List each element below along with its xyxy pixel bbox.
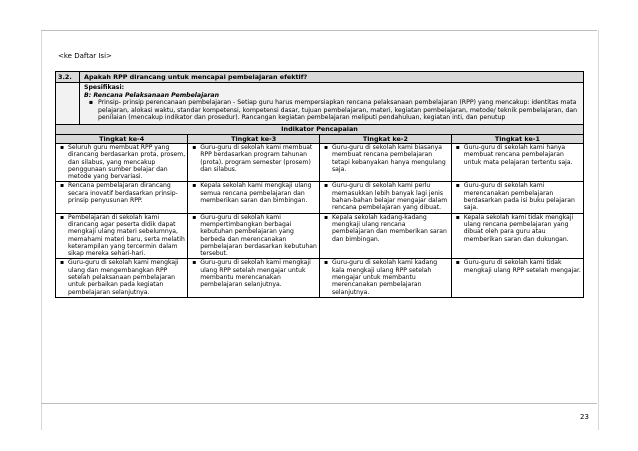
indicators-header-row — [56, 135, 583, 144]
bullet-icon: ▪ — [455, 143, 460, 151]
bullet-icon: ▪ — [59, 259, 65, 267]
indicator-text: Guru-guru di sekolah kami mengkaji ulang RPP setelah mengajar untuk membantu merencanakan pembelajaran selanjutnya. — [200, 259, 311, 289]
indicator-text: Kepala sekolah kami tidak mengkaji ulang rencana pembelajaran yang dibuat oleh para guru atau memberikan saran dan dukungan. — [463, 213, 574, 243]
indicator-cell — [188, 182, 320, 213]
page-number: 23 — [580, 413, 589, 421]
indicator-cell — [451, 213, 583, 259]
column-header-level-2: Tingkat ke-2 — [320, 135, 452, 144]
indicator-text: Rencana pembelajaran dirancang secara inovatif berdasarkan prinsip-prinsip penyusunan RPP. — [68, 182, 178, 205]
indicator-text: Guru-guru di sekolah kami biasanya membuat rencana pembelajaran tetapi kebanyakan hanya mengulang saja. — [332, 143, 446, 173]
question-header — [56, 72, 583, 83]
table-row — [56, 259, 583, 297]
bullet-icon: ▪ — [192, 213, 197, 221]
indicator-cell — [451, 143, 583, 181]
indicator-cell — [320, 143, 452, 181]
indicator-cell — [320, 259, 452, 297]
indicator-cell — [188, 259, 320, 297]
column-header-level-3: Tingkat ke-3 — [188, 135, 320, 144]
specification-subtitle: B: Rencana Pelaksanaan Pembelajaran — [84, 91, 219, 99]
indicator-cell — [56, 213, 188, 259]
indicators-table — [56, 135, 583, 297]
bullet-icon: ▪ — [455, 182, 460, 190]
bullet-icon: ▪ — [88, 99, 94, 107]
indicator-text: Pembelajaran di sekolah kami dirancang agar peserta didik dapat mengkaji ulang materi sebelumnya, memahami materi baru, serta melatih keterampilan yang tercermin dalam sikap mereka sehari-hari. — [68, 213, 185, 258]
indicator-text: Kepala sekolah kami mengkaji ulang semua rencana pembelajaran dan memberikan saran dan bimbingan. — [200, 182, 312, 205]
specification-block — [56, 83, 583, 125]
table-row — [56, 182, 583, 213]
indicator-cell — [451, 182, 583, 213]
bullet-icon: ▪ — [323, 259, 329, 267]
indicator-text: Guru-guru di sekolah kami merencanakan pembelajaran berdasarkan pada isi buku pelajaran saja. — [463, 182, 575, 212]
indicator-text: Guru-guru di sekolah kami hanya membuat rencana pembelajaran untuk mata pelajaran tertentu saja. — [463, 143, 573, 166]
column-header-level-1: Tingkat ke-1 — [451, 135, 583, 144]
rpp-table — [55, 71, 584, 298]
indicator-text: Guru-guru di sekolah kami mengkaji ulang dan mengembangkan RPP setelah pelaksanaan pembelajaran untuk perbaikan pada kegiatan pembelajaran selanjutnya. — [68, 259, 179, 296]
indicators-title: Indikator Pencapaian — [56, 125, 583, 135]
indicator-cell — [56, 143, 188, 181]
indicator-cell — [56, 182, 188, 213]
bullet-icon: ▪ — [323, 213, 329, 221]
bullet-icon: ▪ — [192, 259, 197, 267]
indicator-cell — [451, 259, 583, 297]
indicator-cell — [320, 213, 452, 259]
indicator-text: Guru-guru di sekolah kami mempertimbangkan berbagai kebutuhan pembelajaran yang berbeda dan merencanakan pembelajaran berdasarkan kebutuhan tersebut. — [200, 213, 317, 258]
bullet-icon: ▪ — [455, 259, 460, 267]
back-to-toc-link[interactable]: <ke Daftar Isi> — [58, 52, 112, 60]
bullet-icon: ▪ — [192, 143, 197, 151]
table-row — [56, 213, 583, 259]
specification-bullet — [84, 99, 579, 122]
bullet-icon: ▪ — [455, 213, 460, 221]
bullet-icon: ▪ — [323, 182, 329, 190]
specification-bullet-text: Prinsip- prinsip perencanaan pembelajaran - Setiap guru harus mempersiapkan rencana pelaksanaan pembelajaran (RPP) yang mencakup: identitas mata pelajaran, alokasi waktu, standar kompetensi, kompetensi dasar, tujuan pembelajaran, materi, kegiatan pembelajaran, metode/ teknik pembelajaran, dan penilaian (mencakup indikator dan prosedur). Rancangan kegiatan pembelajaran meliputi pendahuluan, kegiatan inti, dan penutup — [98, 99, 578, 122]
header-rule — [41, 30, 597, 31]
bullet-icon: ▪ — [59, 213, 65, 221]
indicator-text: Guru-guru di sekolah kami membuat RPP berdasarkan program tahunan (prota), program semester (prosem) dan silabus. — [200, 143, 313, 173]
bullet-icon: ▪ — [59, 143, 65, 151]
indicator-cell — [188, 213, 320, 259]
specification-title: Spesifikasi: — [84, 84, 125, 91]
bullet-icon: ▪ — [323, 143, 329, 151]
bullet-icon: ▪ — [59, 182, 65, 190]
question-number: 3.2. — [56, 72, 80, 82]
bullet-icon: ▪ — [192, 182, 197, 190]
indicator-cell — [188, 143, 320, 181]
indicator-cell — [320, 182, 452, 213]
indicator-text: Guru-guru di sekolah kami tidak mengkaji ulang RPP setelah mengajar. — [463, 259, 581, 274]
indicator-text: Guru-guru di sekolah kami perlu memasukkan lebih banyak lagi jenis bahan-bahan belajar mengajar dalam rencana pembelajaran yang dibuat. — [332, 182, 448, 212]
indicator-cell — [56, 259, 188, 297]
indicator-text: Guru-guru di sekolah kami kadang kala mengkaji ulang RPP setelah mengajar untuk membantu merencanakan pembelajaran selanjutnya. — [332, 259, 438, 296]
indicator-text: Seluruh guru membuat RPP yang dirancang berdasarkan prota, prosem, dan silabus, yang mencakup penggunaan sumber belajar dan metode yang bervariasi. — [68, 143, 186, 181]
table-row — [56, 143, 583, 181]
column-header-level-4: Tingkat ke-4 — [56, 135, 188, 144]
indicator-text: Kepala sekolah kadang-kadang mengkaji ulang rencana pembelajaran dan memberikan saran dan bimbingan. — [332, 213, 447, 243]
footer-rule — [41, 403, 597, 404]
question-text: Apakah RPP dirancang untuk mencapai pembelajaran efektif? — [84, 73, 308, 81]
